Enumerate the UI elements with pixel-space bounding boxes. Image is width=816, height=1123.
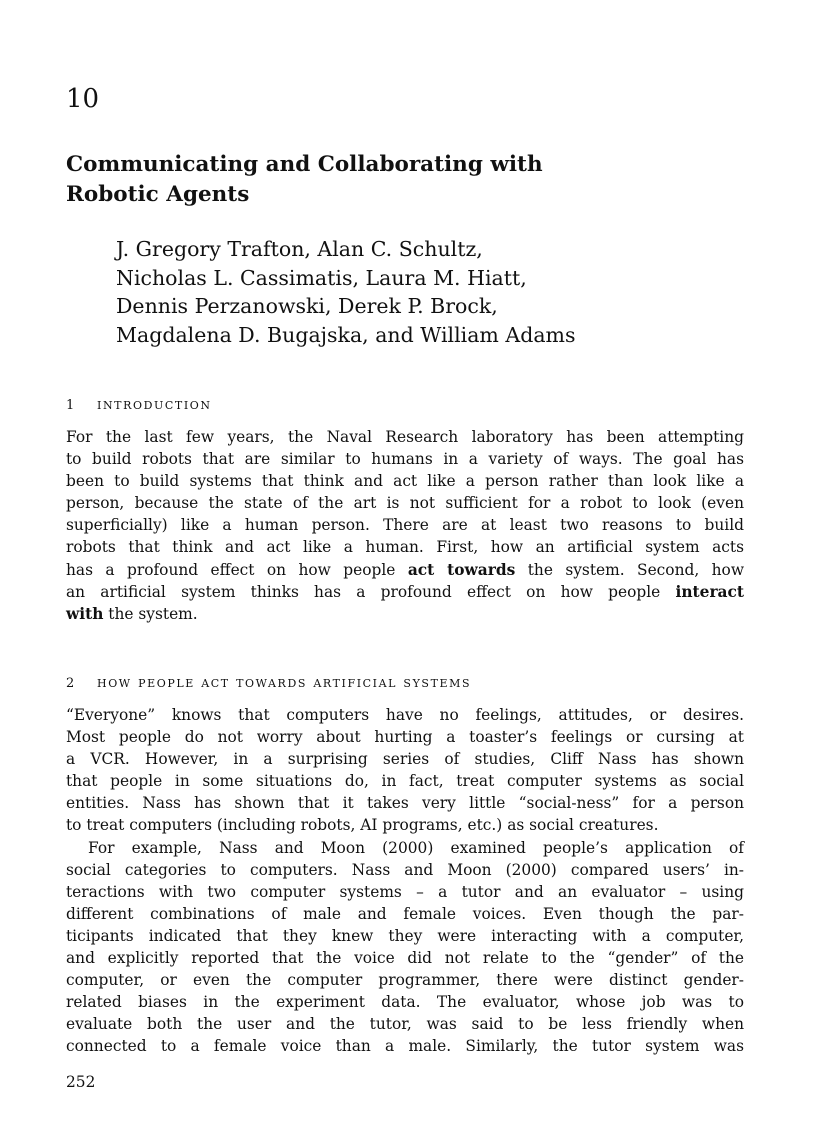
section-heading-how-people-act [66, 673, 471, 693]
paragraph-line [66, 581, 744, 603]
emphasis-text: act towards [407, 560, 516, 579]
paragraph-line [66, 559, 744, 581]
section-body-how-people-act [66, 704, 744, 1058]
author-line: Magdalena D. Bugajska, and William Adams [116, 323, 576, 348]
paragraph-line: robots that think and act like a human. First, how an artificial system acts [66, 538, 744, 557]
paragraph-line: person, because the state of the art is not sufficient for a robot to look (even [66, 494, 744, 513]
paragraph-line: related biases in the experiment data. The evaluator, whose job was to [66, 993, 744, 1012]
author-line: Nicholas L. Cassimatis, Laura M. Hiatt, [116, 265, 527, 290]
paragraph-line: entities. Nass has shown that it takes very little “social-ness” for a person [66, 794, 744, 813]
text-run: has a profound effect on how people [66, 560, 408, 579]
paragraph-line: that people in some situations do, in fact, treat computer systems as social [66, 772, 744, 791]
author-list [116, 235, 756, 350]
paragraph-line: ticipants indicated that they knew they were interacting with a computer, [66, 926, 744, 945]
text-run: the system. [103, 604, 198, 623]
paragraph-line: For example, Nass and Moon (2000) examined people’s application of [88, 838, 744, 857]
chapter-number: 10 [66, 84, 100, 114]
paragraph-line: Most people do not worry about hurting a toaster’s feelings or cursing at [66, 728, 744, 747]
chapter-title-line: Robotic Agents [66, 182, 250, 207]
section-number: 1 [66, 398, 75, 413]
text-run: the system. Second, how [515, 560, 744, 579]
paragraph-line: computer, or even the computer programmer, there were distinct gender- [66, 971, 744, 990]
chapter-title [66, 150, 746, 210]
section-number: 2 [66, 676, 75, 691]
paragraph-line: different combinations of male and female voices. Even though the par- [66, 904, 744, 923]
page-number: 252 [66, 1073, 96, 1091]
emphasis-text: interact [675, 582, 744, 601]
paragraph-line: superficially) like a human person. There are at least two reasons to build [66, 516, 744, 535]
paragraph-line: “Everyone” knows that computers have no feelings, attitudes, or desires. [66, 706, 744, 724]
text-run: an artificial system thinks has a profound effect on how people [66, 582, 676, 601]
paragraph-line [66, 603, 744, 625]
paragraph-line: been to build systems that think and act like a person rather than look like a [66, 472, 744, 491]
chapter-title-line: Communicating and Collaborating with [66, 152, 543, 177]
paragraph-line: For the last few years, the Naval Research laboratory has been attempting [66, 428, 744, 446]
paragraph-line: to treat computers (including robots, AI programs, etc.) as social creatures. [66, 816, 659, 835]
section-heading-introduction [66, 395, 212, 415]
paragraph-line: social categories to computers. Nass and Moon (2000) compared users’ in- [66, 860, 744, 879]
paragraph-line: a VCR. However, in a surprising series of studies, Cliff Nass has shown [66, 750, 744, 769]
emphasis-text: with [66, 604, 104, 623]
section-title: how people act towards artificial systems [97, 673, 472, 691]
section-body-introduction [66, 426, 744, 625]
paragraph-line: to build robots that are similar to humans in a variety of ways. The goal has [66, 450, 744, 469]
paragraph-line: connected to a female voice than a male. Similarly, the tutor system was [66, 1037, 744, 1056]
paragraph-line: and explicitly reported that the voice did not relate to the “gender” of the [66, 949, 744, 968]
section-title: introduction [97, 395, 212, 413]
paragraph-line: evaluate both the user and the tutor, was said to be less friendly when [66, 1015, 744, 1034]
paragraph-line: teractions with two computer systems – a tutor and an evaluator – using [66, 882, 744, 901]
author-line: Dennis Perzanowski, Derek P. Brock, [116, 294, 498, 319]
author-line: J. Gregory Trafton, Alan C. Schultz, [116, 237, 483, 261]
